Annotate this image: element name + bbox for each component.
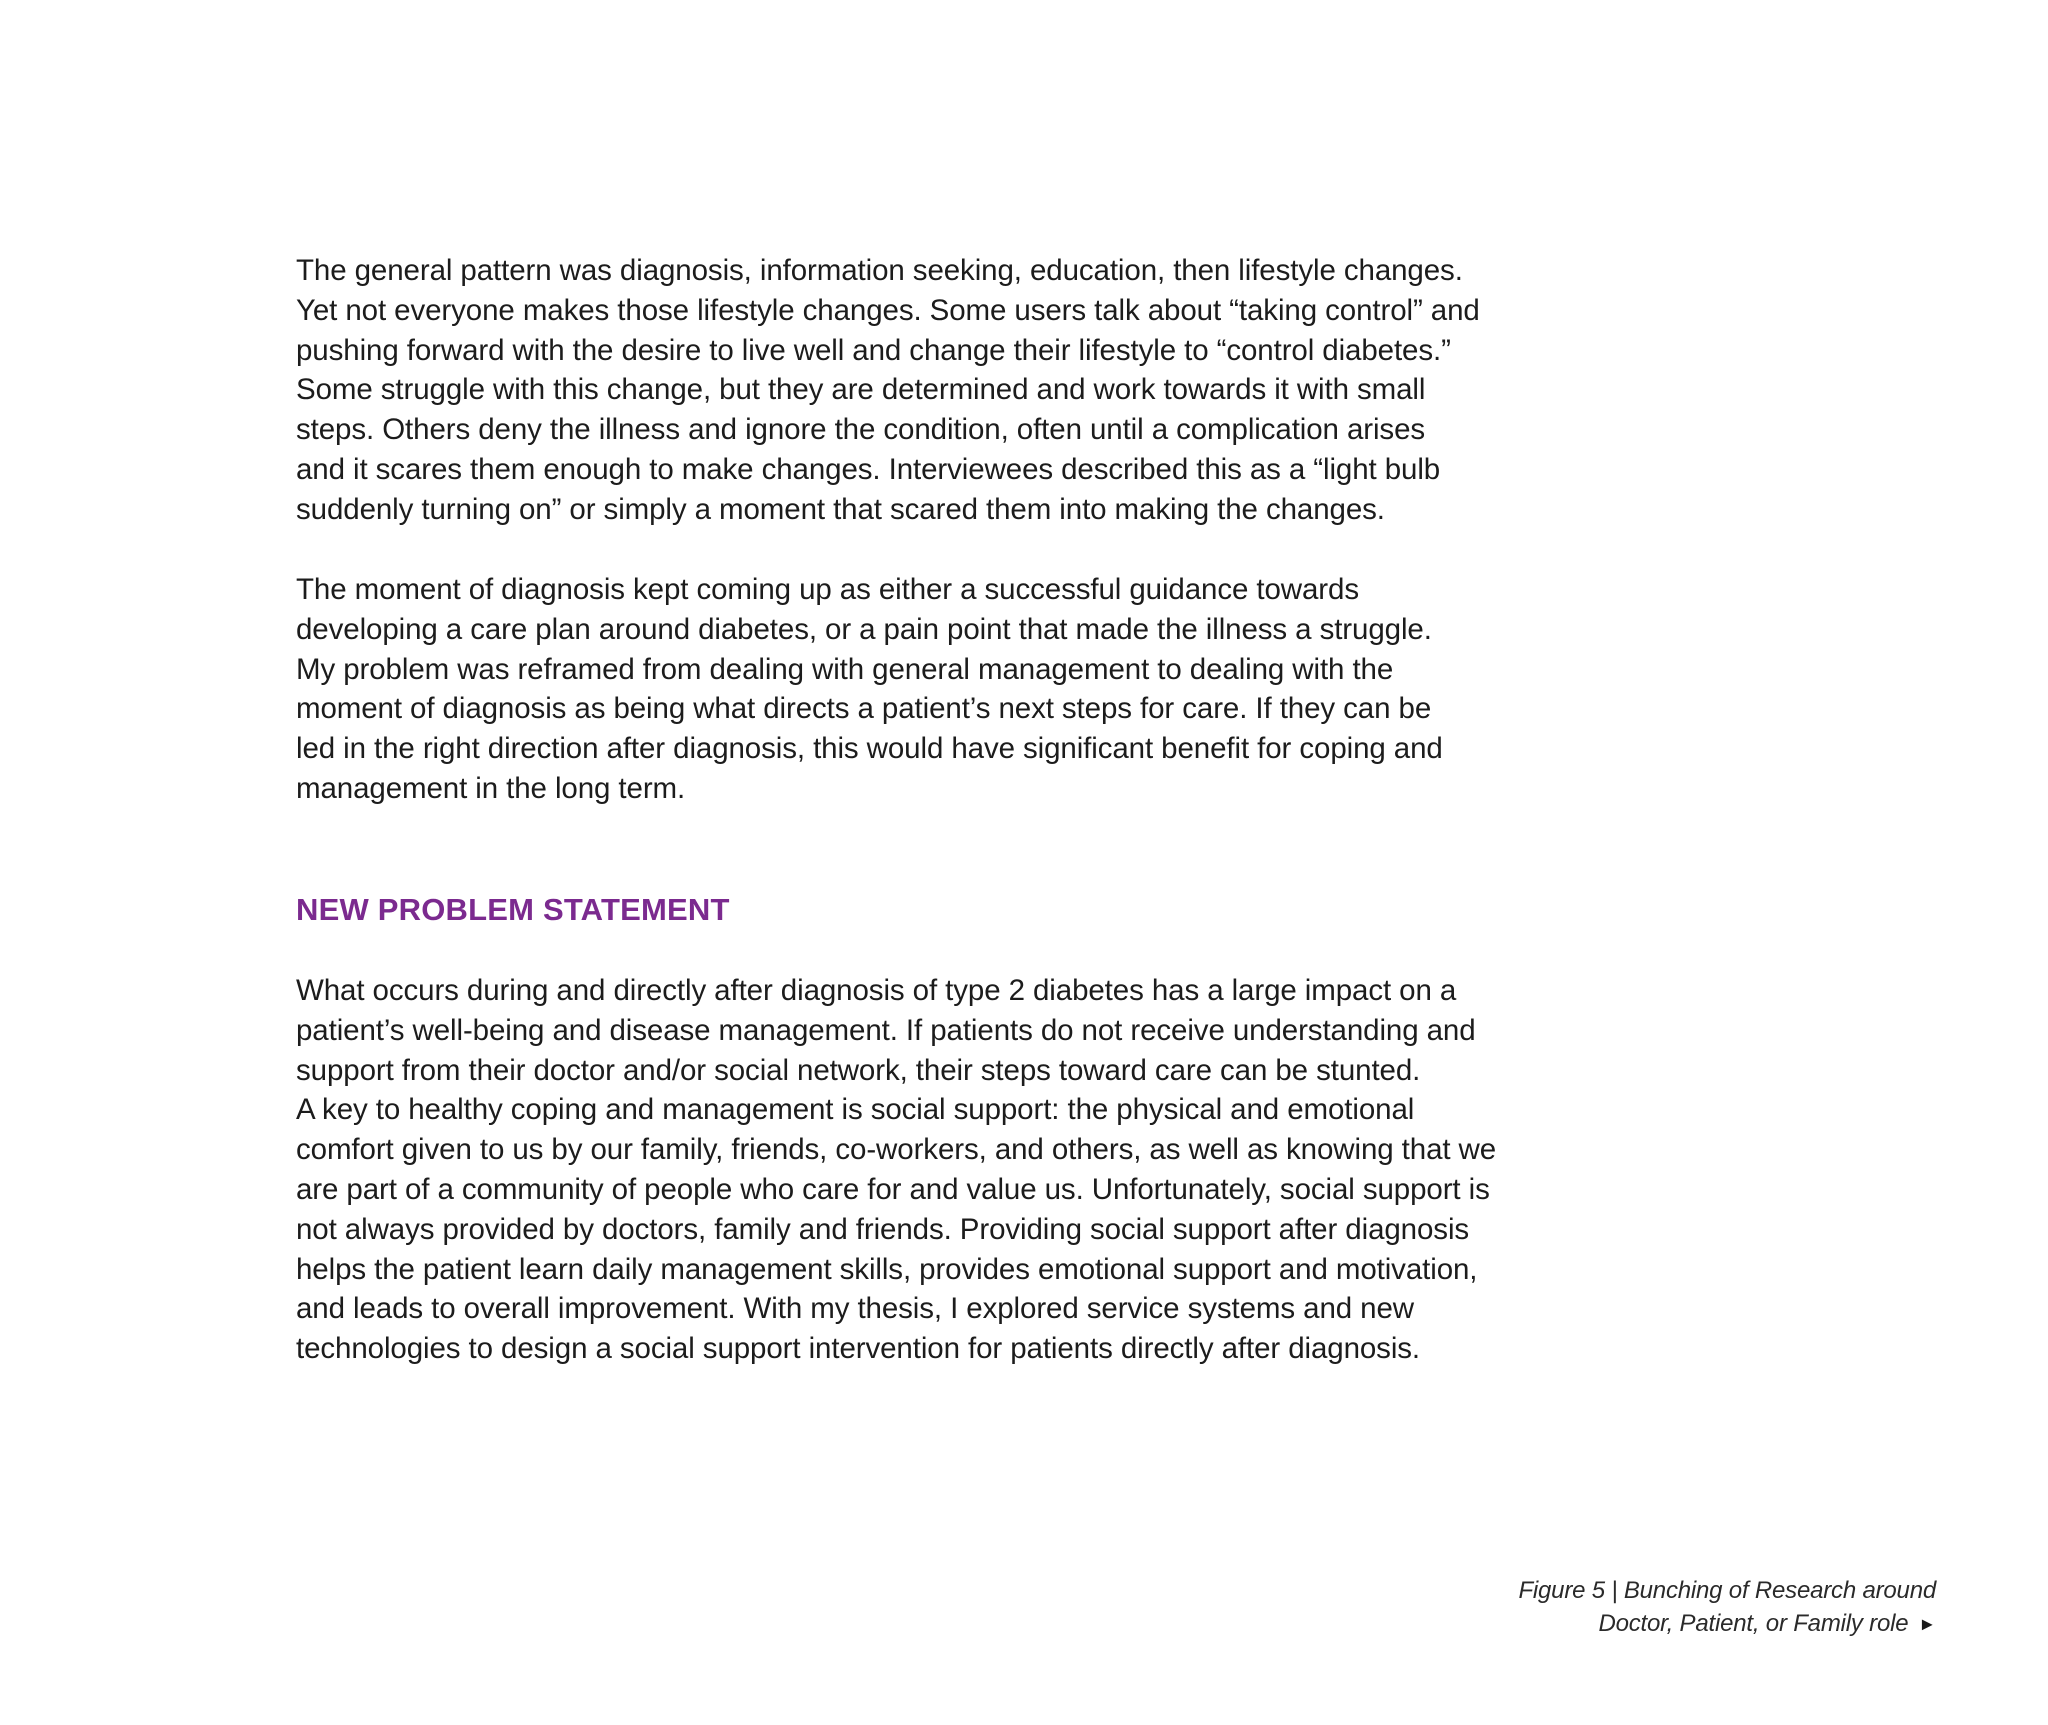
paragraph-line: helps the patient learn daily management skills, provides emotional support and motivation, xyxy=(296,1252,1478,1286)
paragraph-line: not always provided by doctors, family and friends. Providing social support after diagnosis xyxy=(296,1212,1470,1246)
paragraph-line: comfort given to us by our family, friends, co-workers, and others, as well as knowing that we xyxy=(296,1133,1497,1167)
paragraph-line: developing a care plan around diabetes, or a pain point that made the illness a struggle. xyxy=(296,612,1432,646)
figure-caption-title: Figure 5 | Bunching of Research around xyxy=(1518,1577,1936,1604)
figure-caption-subtitle xyxy=(1518,1607,1936,1641)
paragraph-line: are part of a community of people who care for and value us. Unfortunately, social support is xyxy=(296,1172,1490,1206)
paragraph-line: led in the right direction after diagnosis, this would have significant benefit for coping and xyxy=(296,732,1443,766)
paragraph-line: moment of diagnosis as being what directs a patient’s next steps for care. If they can be xyxy=(296,692,1432,726)
paragraph-line: and leads to overall improvement. With my thesis, I explored service systems and new xyxy=(296,1292,1414,1326)
paragraph-line: The moment of diagnosis kept coming up as either a successful guidance towards xyxy=(296,573,1359,606)
paragraph-line: and it scares them enough to make changes. Interviewees described this as a “light bulb xyxy=(296,452,1441,486)
paragraph-line: My problem was reframed from dealing with general management to dealing with the xyxy=(296,652,1394,686)
paragraph-line: The general pattern was diagnosis, information seeking, education, then lifestyle changes. xyxy=(296,254,1463,287)
right-arrow-icon[interactable]: ► xyxy=(1918,1614,1936,1634)
paragraph-line: support from their doctor and/or social network, their steps toward care can be stunted. xyxy=(296,1053,1421,1087)
paragraph-line: steps. Others deny the illness and ignore the condition, often until a complication arises xyxy=(296,413,1426,447)
paragraph-line: management in the long term. xyxy=(296,771,686,805)
paragraph-line: What occurs during and directly after diagnosis of type 2 diabetes has a large impact on a xyxy=(296,974,1457,1007)
section-heading: NEW PROBLEM STATEMENT xyxy=(296,892,730,927)
paragraph-line: Some struggle with this change, but they are determined and work towards it with small xyxy=(296,373,1426,407)
paragraph-line: suddenly turning on” or simply a moment that scared them into making the changes. xyxy=(296,492,1385,526)
paragraph-line: A key to healthy coping and management is social support: the physical and emotional xyxy=(296,1093,1415,1127)
paragraph-line: technologies to design a social support intervention for patients directly after diagnosis. xyxy=(296,1332,1421,1366)
paragraph-problem-statement xyxy=(296,971,1616,1369)
figure-caption-subtitle-text: Doctor, Patient, or Family role xyxy=(1598,1610,1909,1637)
paragraph-line: patient’s well-being and disease management. If patients do not receive understanding and xyxy=(296,1013,1476,1047)
paragraph-diagnosis-pattern xyxy=(296,251,1616,530)
paragraph-moment-of-diagnosis xyxy=(296,570,1616,809)
paragraph-line: pushing forward with the desire to live well and change their lifestyle to “control diabetes.” xyxy=(296,333,1451,367)
figure-caption xyxy=(1518,1574,1936,1641)
paragraph-line: Yet not everyone makes those lifestyle changes. Some users talk about “taking control” and xyxy=(296,293,1480,327)
